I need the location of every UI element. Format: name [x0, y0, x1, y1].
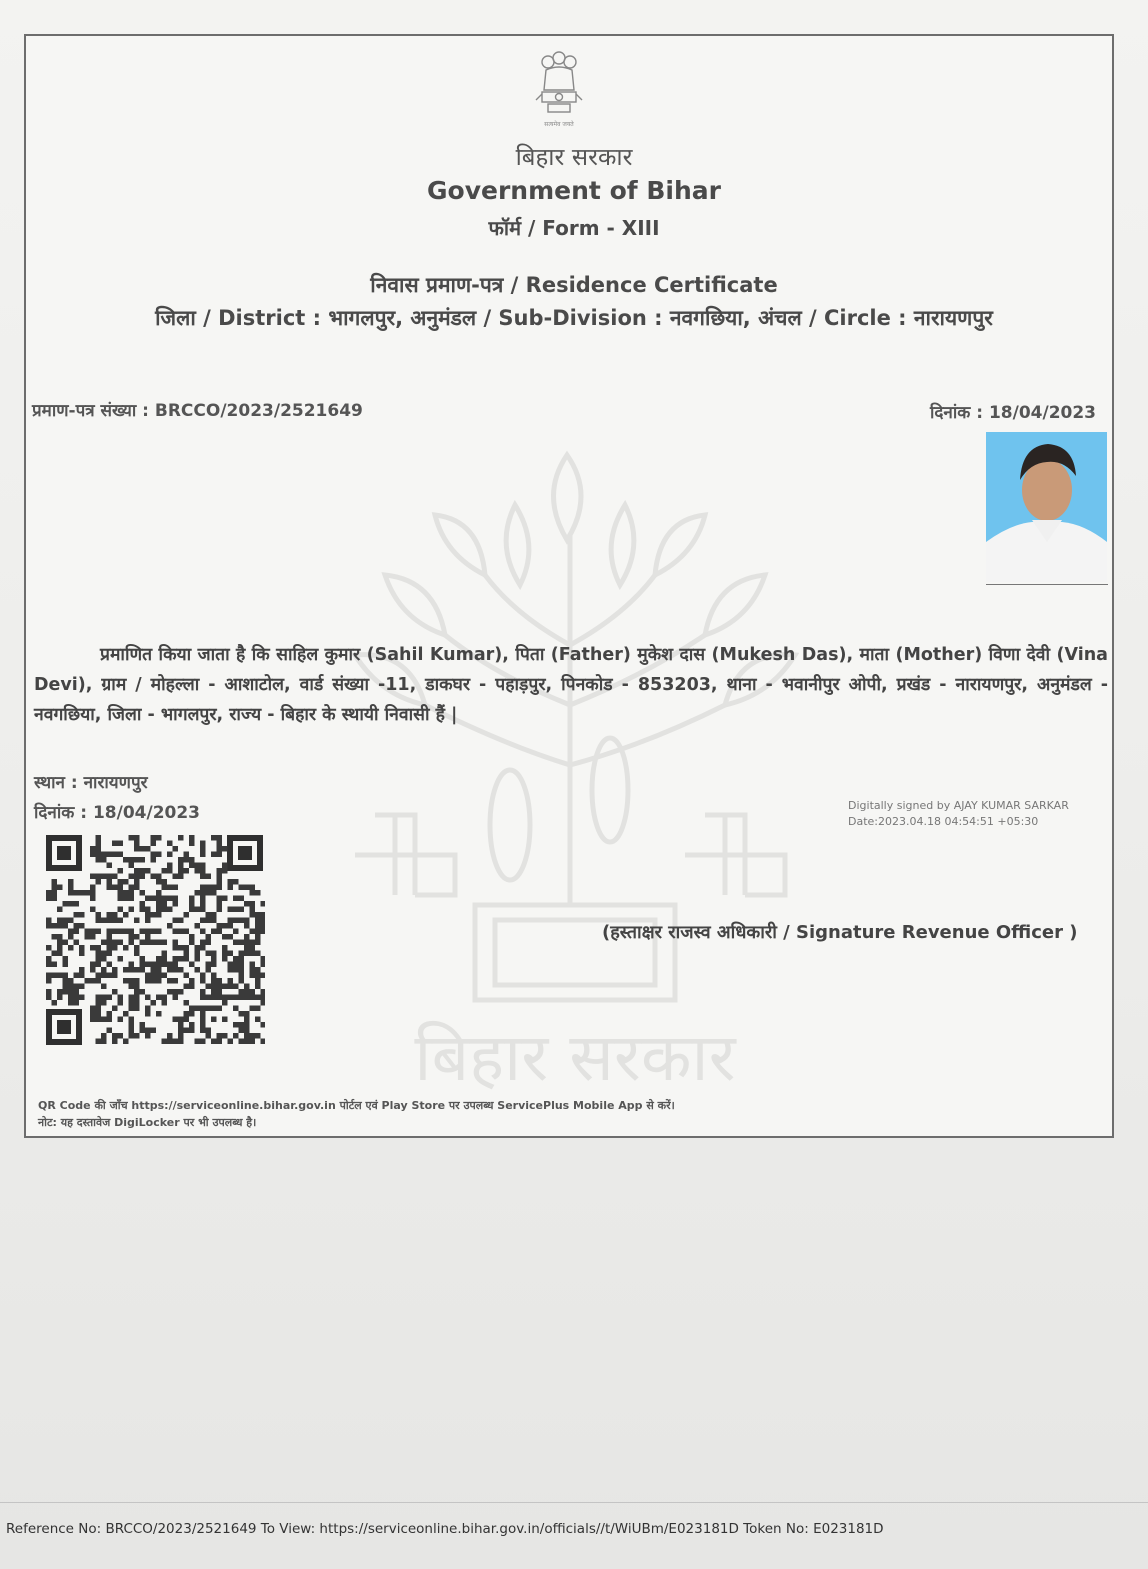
national-emblem-icon: [524, 44, 594, 134]
certificate-number: प्रमाण-पत्र संख्या : BRCCO/2023/2521649: [32, 401, 363, 421]
qr-verify-note: QR Code की जाँच https://serviceonline.bihar.gov.in पोर्टल एवं Play Store पर उपलब्ध ServicePlus Mobile App से करें।: [38, 1099, 675, 1112]
reference-line: Reference No: BRCCO/2023/2521649 To View: https://serviceonline.bihar.gov.in/officials//t/WiUBm/E023181D Token No: E023181D: [6, 1521, 884, 1537]
place-label: स्थान : नारायणपुर: [34, 773, 148, 793]
photo-underline: [986, 584, 1108, 585]
footer-date: दिनांक : 18/04/2023: [34, 803, 201, 823]
signature-label: (हस्ताक्षर राजस्व अधिकारी / Signature Revenue Officer ): [602, 922, 1078, 943]
digilocker-note: नोट: यह दस्तावेज DigiLocker पर भी उपलब्ध है।: [38, 1116, 257, 1129]
location-line: जिला / District : भागलपुर, अनुमंडल / Sub-Division : नवगछिया, अंचल / Circle : नारायणपुर: [155, 306, 993, 330]
qr-note: [38, 1097, 675, 1131]
bihar-tree-watermark: [345, 445, 805, 1095]
qr-code-icon: [44, 833, 265, 1047]
form-label: फॉर्म / Form - XIII: [488, 216, 660, 240]
certificate-body: प्रमाणित किया जाता है कि साहिल कुमार (Sahil Kumar), पिता (Father) मुकेश दास (Mukesh Das), माता (Mother) विणा देवी (Vina Devi), ग्राम / मोहल्ला - आशाटोल, वार्ड संख्या -11, डाकघर - पहाड़पुर, पिनकोड - 853203, थाना - भवानीपुर ओपी, प्रखंड - नारायणपुर, अनुमंडल - नवगछिया, जिला - भागलपुर, राज्य - बिहार के स्थायी निवासी हैं |: [34, 645, 1108, 725]
certificate-title: निवास प्रमाण-पत्र / Residence Certificate: [370, 273, 778, 297]
digital-signature: [848, 798, 1069, 830]
reference-divider: [0, 1502, 1148, 1503]
svg-text:सत्यमेव जयते: सत्यमेव जयते: [544, 121, 574, 128]
govt-name-english: Government of Bihar: [427, 176, 721, 205]
applicant-photo: [986, 432, 1107, 582]
issue-date: दिनांक : 18/04/2023: [930, 403, 1097, 423]
digital-signature-date: Date:2023.04.18 04:54:51 +05:30: [848, 815, 1039, 828]
svg-text:बिहार सरकार: बिहार सरकार: [414, 1019, 736, 1095]
govt-name-hindi: बिहार सरकार: [515, 143, 633, 171]
digital-signature-signer: Digitally signed by AJAY KUMAR SARKAR: [848, 799, 1069, 812]
